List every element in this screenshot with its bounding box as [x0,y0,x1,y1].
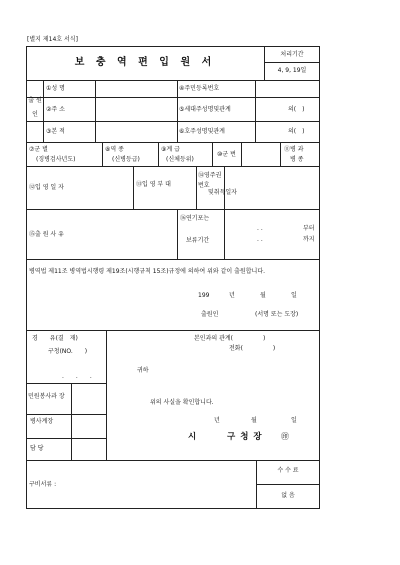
confirm-day: 일 [291,417,297,424]
confirm-year: 년 [214,417,220,424]
reason-label: ⑮출 원 사 유 [29,231,64,238]
fee-value: 없 음 [281,492,295,499]
officer-label: 민원봉사과 장 [28,393,65,400]
lower-dots: . . . [62,373,92,380]
fee-label: 수 수 료 [277,467,299,474]
address-label: ②주 소 [46,106,65,113]
form-label: [별지 제14호 서식] [27,36,78,43]
recipient-label: 귀하 [137,367,149,374]
period-label: ⑯연기포는 [180,215,210,222]
period-from-label: 부터 [303,225,315,232]
unit-label: ⑩군 번 [217,151,236,158]
signer-label: 출원인 [201,311,219,318]
gun-label: ⑦군 별 [29,146,48,153]
family-suffix: 의( ) [288,128,305,135]
class-sub-label: (신체등위) [166,156,194,163]
staff-label: 담 당 [30,445,44,452]
relation-label: 본인과의 관계( ) [194,335,266,342]
signer-note: (서명 또는 도장) [255,311,299,318]
doc-no-label: 구청(NO. ) [48,348,88,355]
form-title: 보 충 역 편 입 원 서 [74,57,216,68]
affairs-label: 병사계장 [30,418,54,425]
date-month-label: 월 [260,292,266,299]
name-label: ①성 명 [46,85,65,92]
processing-value: 4, 9, 19일 [277,67,307,74]
period-label-2: 보류기간 [186,237,210,244]
branch-sub-label: 병 종 [290,156,304,163]
gun-sub-label: (징병검사년도) [36,156,76,163]
date-year-label: 년 [229,292,235,299]
service-sub-label: (신병등급) [112,156,140,163]
period-to-dots: . . [257,236,263,243]
date-year: 199 [198,292,210,299]
confirm-text: 위의 사실을 확인합니다. [150,399,214,406]
period-to-label: 까지 [303,236,315,243]
enlist-unit-label: ⑬입 영 부 대 [136,181,171,188]
period-from-dots: . . [257,225,263,232]
attachments-label: 구비서류 : [29,481,57,488]
confirm-month: 월 [251,417,257,424]
residence-label-2: 및취득일자 [208,189,237,196]
domicile-label: ③본 적 [46,128,65,135]
class-label: ⑨계 급 [161,146,180,153]
household-suffix: 의( ) [288,106,305,113]
family-head-label: ⑥호주성명및관계 [179,128,225,135]
service-label: ⑧역 종 [105,146,124,153]
processing-label: 처리기간 [280,51,304,58]
household-head-label: ⑤세대주성명및관계 [179,106,231,113]
applicant-group-label: 출 원 인 [28,97,42,118]
date-day-label: 일 [291,292,297,299]
residence-label: ⑭영주권번호 [198,172,222,189]
id-number-label: ④주민등록번호 [179,85,220,92]
seal-mark: ㊞ [281,432,289,441]
phone-label: 전화( ) [229,345,276,352]
enlist-date-label: ⑫입 영 일 자 [29,184,64,191]
ward-head-label: 구청장 [227,432,267,442]
via-label: 경 유(결 재) [32,335,78,342]
statement: 병역법 제11조 병역법시행령 제19조(시행규칙 15조)규정에 의하여 위와 같이 출원합니다. [29,268,266,275]
city-label: 시 [188,432,202,442]
branch-label: ⑪병 과 [284,146,304,153]
